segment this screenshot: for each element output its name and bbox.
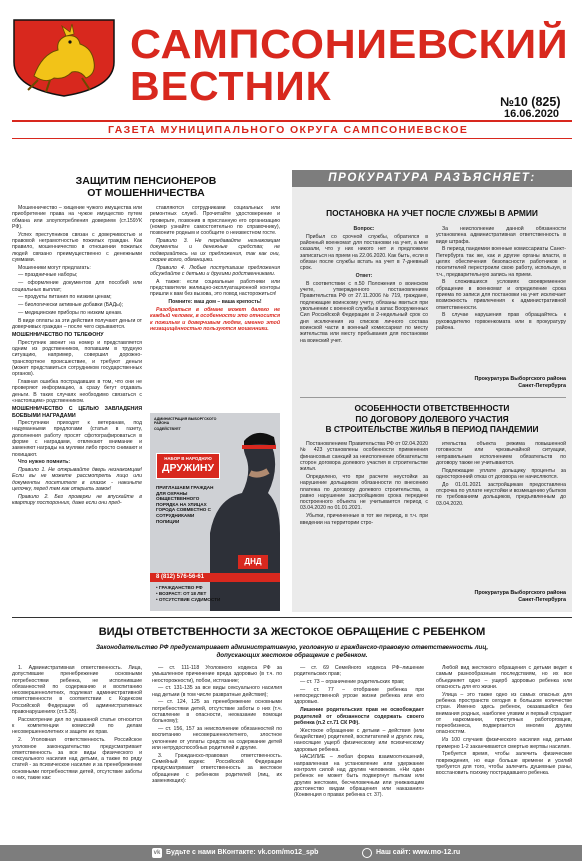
paragraph: — ст. 131-135 за все виды сексуального насилия над детьми (в том числе развратные действия); [152,685,282,698]
rule-3: Правило 3. Не передавайте незнакомцам документы и денежные средства; не подвергайтесь на их предложения, так как они, скорее всего, обманщики. [150,237,280,263]
prosecutor-art1-col2 [436,226,566,366]
closing-note: Разобраться в обмане может далеко не каждый человек, в особенности это относится к пожилым и доверчивым людям, именно этой незащищённостью пользуются мошенники. [150,306,280,332]
paragraph: — ст. 124, 125 за пренебрежение основными потребностями детей, отсутствие заботы о них (т.ч. оставление в опасности, неоказание помощи больному); [152,699,282,725]
masthead-title-line1: САМПСОНИЕВСКИЙ [130,21,569,67]
masthead-tagline: ГАЗЕТА МУНИЦИПАЛЬНОГО ОКРУГА САМПСОНИЕВСКОЕ [108,124,469,136]
article1-title [12,175,280,199]
paragraph: 3. Гражданско-правовая ответственность. Семейный кодекс Российской Федерации предусматривает ответственность за жестокое обращение с ребенком родителей (лиц, их заменяющих): [152,752,282,785]
article3-col3 [294,665,424,841]
paragraph: В виде оплаты за эти действия получают деньги от доверчивых граждан – после чего скрываются. [12,317,142,331]
druzhina-poster [150,413,280,611]
article1-title-line1: ЗАЩИТИМ ПЕНСИОНЕРОВ [75,175,217,187]
rule-1: Правило 1. Не открывайте дверь незнакомцам! Если вы не можете рассмотреть лицо или документы посетителя в глазок - накиньте цепочку, перед тем как открыть замок! [12,467,142,492]
paragraph: Мошенники могут предлагать: [18,264,91,271]
subheading-awards-fraud: МОШЕННИЧЕСТВО С ЦЕЛЬЮ ЗАВЛАДЕНИЯ БОЕВЫМИ НАГРАДАМИ [12,406,142,419]
paragraph: В случае нарушения прав обращайтесь к руководителю горвоенкомата или в прокуратуру района. [436,312,566,331]
paragraph: — ст. 69 Семейного кодекса РФ–лишение родительских прав; [294,665,424,678]
prosecutor-art2-title [292,403,572,435]
coat-of-arms-icon [10,14,118,98]
subheading-phone-fraud: МОШЕННИЧЕСТВО ПО ТЕЛЕФОНУ [12,332,104,339]
poster-recruit-big: ДРУЖИНУ [161,462,215,474]
poster-dnd-badge: ДНД [238,555,268,569]
signature-line2: Санкт-Петербурга [518,596,566,603]
lead-line1: Законодательство РФ предусматривает административную, уголовную и гражданско-правовую ответственность лиц, [95,644,489,651]
article1-title-line2: ОТ МОШЕННИЧЕСТВА [87,187,205,199]
remember-heading: Что нужно помнить: [18,459,71,466]
paragraph: Требуется время, чтобы залечить физические повреждения, но еще больше времени и усилий требуется для того, чтобы залечить душевные раны, восстановить психику пострадавшего ребенка. [436,751,572,777]
paragraph: Успех преступников связан с доверчивостью и правовой неграмотностью пожилых граждан. Как правило, мошенничество в отношении пожилых людей связано преимущественно с денежными суммами. [12,231,142,263]
poster-phone: 8 (812) 576-56-61 [150,573,280,582]
paragraph: Жестокое обращение с детьми – действия (или бездействие) родителей, воспитателей и других лиц, наносящие ущерб физическому или психическому здоровью ребенка. [294,727,424,753]
signature-line1: Прокуратура Выборгского района [474,590,566,596]
rule-2: Правило 2. Без проверки не впускайте в квартиру посторонних, даже если они пред- [12,493,142,507]
question-text: Прибыл со срочной службы, обратился в районный военкомат для постановки на учет, а мне сказали, что у них никого нет и предложили записаться на прием на 22.06.2020. Как быть, если в обязан после службы встать на учет в 7-дневный срок. [300,233,428,272]
paragraph: Определено, что при расчете неустойки за нарушение дольщиком обязанности по внесению платежа по договору долевого строительства, а равно нарушение застройщиком срока передачи построенного объекта не учитывается период с 03.04.2020 по 01.01.2021. [300,473,428,512]
prosecutor-banner: ПРОКУРАТУРА РАЗЪЯСНЯЕТ: [292,170,572,187]
paragraph: НАСИЛИЕ – любая форма взаимоотношений, направленная на установление или удержание контроля силой над другим человеком. «Ни один ребенок не может быть подвергнут пыткам или другим жестоким, бесчеловечным или унижающим достоинство видам обращения или наказания» (Конвенция о правах ребенка ст. 37). [294,754,424,799]
lead-line2: допускающих жестокое обращение с ребенком. [216,651,368,659]
paragraph-bold: Лишение родительских прав не освобождает родителей от обязанности содержать своего ребенка (п.2 ст.71 СК РФ). [294,707,424,726]
paragraph: А также: если социальные работники или представители жилищно-эксплуатационной конторы пришли к вам без вызова, это повод насторожиться! [150,278,280,298]
paragraph: Рассмотрение дел по указанной статье относится к компетенции комиссий по делам несовершеннолетних и защите их прав. [12,716,142,736]
footer-vk [166,846,318,860]
art2-title-line2: ПО ДОГОВОРУ ДОЛЕВОГО УЧАСТИЯ [355,413,509,424]
paragraph: — ст. 73 – ограничение родительских прав; [300,679,405,686]
masthead [0,0,582,118]
issue-date: 16.06.2020 [504,108,560,120]
list-item: — праздничные наборы; [18,272,78,279]
paragraph: В период пандемии военные комиссариаты Санкт-Петербурга так же, как и другие органы власти, в целях обеспечения безопасности работников и посетителей перестроили свою работу, используя, в т.ч., предварительную запись на прием. [436,246,566,278]
answer-label: Ответ: [355,273,373,280]
paragraph: Преступники приходят к ветеранам, под надуманными предлогами (статья в газету, дополнения работу просят сфотографироваться в форме с наградами, отвлекают внимание и заменяют награды на муляжи либо просто снимают и похищают. [12,420,142,458]
paragraph: 1. Административная ответственность. Лица, допустившие пренебрежение основными потребностями ребенка, не исполнившие обязанностей по содержанию и воспитанию несовершеннолетних, подлежат административной ответственности в соответствии с Кодексом Российской Федерации об административных правонарушениях (ст.5.35). [12,665,142,716]
list-item: — биологически активные добавки (БАДы); [18,302,124,309]
paragraph: Любой вид жестокого обращения с детьми ведет к самым разнообразным последствиям, но их все объединяет одно – ущерб здоровью ребенка или опасность для его жизни. [436,665,572,690]
prosecutor-art2-col2 [436,441,566,581]
poster-recruit-label: НАБОР В НАРОДНУЮ [164,456,212,461]
article3-lead [12,644,572,659]
paragraph: Главная ошибка пострадавших в том, что они не проверяют информацию, а сразу бегут отдавать деньги. В таких случаях необходимо связаться с «настоящим» родственником. [12,379,142,404]
paragraph: Из 100 случаев физического насилия над детьми примерно 1-2 заканчиваются смертью жертвы насилия. [436,737,572,750]
signature-line1: Прокуратура Выборгского района [474,376,566,382]
rule-4: Правило 4. Любые поступившие предложения обсуждайте с детьми и другими родственниками. [150,264,280,277]
tagline-rule-bottom [12,138,572,139]
paragraph: Улица – это также одно из самых опасных для ребенка пространств сегодня в большом количестве стран. Именно здесь ребенок, оказавшийся без внимания родных, наиболее уязвим и первый страдает от наркомании, преступных работорговцев, порнобизнеса, подвергается многим другим опасностям. [436,691,572,736]
paragraph: Подлежащие уплате дольщику проценты за односторонний отказ от договора не начисляются. [436,467,566,480]
poster-recruit-badge [156,453,220,479]
paragraph: ительства объекта режима повышенной готовности или чрезвычайной ситуации, неправильным исполнением обязательств по договору также не учитываются. [436,441,566,466]
paragraph: Мошенничество – хищение чужого имущества или приобретение права на чужое имущество путем обмана или злоупотребления доверием (ст.159УК РФ). [12,205,142,230]
article1-col1 [12,205,142,611]
article3-title: ВИДЫ ОТВЕТСТВЕННОСТИ ЗА ЖЕСТОКОЕ ОБРАЩЕНИЕ С РЕБЕНКОМ [98,626,486,638]
remember-slogan: Помните: ваш дом – ваша крепость! [168,299,262,306]
poster-requirement: • ВОЗРАСТ: ОТ 18 ЛЕТ [156,591,207,596]
art2-title-line3: В СТРОИТЕЛЬСТВЕ ЖИЛЬЯ В ПЕРИОД ПАНДЕМИИ [325,424,539,434]
issue-number: №10 (825) [500,95,561,109]
answer-text: В соответствии с п.50 Положения о воинском учете, утвержденного постановлением Правительства РФ от 27.11.2006 № 719, граждане, подлежащие воинскому учету, обязаны явиться при увольнении с военной службы в запас Вооруженных Сил Российской Федерации в 2-недельный срок со дня исключения из списков личного состава воинской части в военный комиссариат по месту жительства или месту пребывания для постановки на воинский учет. [300,280,428,344]
poster-top-label: АДМИНИСТРАЦИЯ ВЫБОРГСКОГО РАЙОНА [154,417,217,426]
article3-col1 [12,665,142,841]
article1-col2 [150,205,280,410]
paragraph: Постановлением Правительства РФ от 02.04.2020 № 423 установлены особенности применения финансовых санкций за неисполнение обязательств сторон договора долевого участия в строительстве жилья. [300,441,428,473]
poster-invite-text: ПРИГЛАШАЕМ ГРАЖДАН ДЛЯ ОХРАНЫ ОБЩЕСТВЕННОГО ПОРЯДКА НА УЛИЦАХ ГОРОДА СОВМЕСТНО С СОТРУДНИКАМИ ПОЛИЦИИ [156,485,214,524]
footer-vk-link[interactable]: vk.com/mo12_spb [257,849,319,856]
globe-icon [362,848,372,858]
list-item: — продукты питания по низким ценам; [18,294,112,301]
list-item: — медицинские приборы по низким ценам. [18,309,123,316]
prosecutor-art1-col1 [300,226,428,392]
article3-col4 [436,665,572,841]
prosecutor-divider [300,397,566,398]
poster-requirement: • ГРАЖДАНСТВО РФ [156,585,203,590]
masthead-title-line2: ВЕСТНИК [130,63,332,109]
footer-site [376,846,460,860]
prosecutor-art1-signature [436,376,566,389]
poster-sub-label: СОДЕЙСТВУЕТ [154,427,181,431]
signature-line2: Санкт-Петербурга [518,382,566,389]
poster-requirement: • ОТСУТСТВИЕ СУДИМОСТИ [156,597,221,602]
prosecutor-art1-title: ПОСТАНОВКА НА УЧЕТ ПОСЛЕ СЛУЖБЫ В АРМИИ [326,208,538,218]
section-rule [12,617,572,618]
paragraph: В сложившихся условиях своевременное обращение в военкомат и определение срока приема по записи для постановки на учет исключает возможность привлечения к административной ответственности. [436,279,566,311]
prosecutor-art2-col1 [300,441,428,609]
prosecutor-art2-signature [436,590,566,603]
paragraph: До 01.01.2021 застройщикам предоставлена отсрочка по уплате неустойки и возмещению убытков по требованиям дольщиков, предъявленным до 03.04.2020. [436,481,566,507]
paragraph: 2. Уголовная ответственность. Российское уголовное законодательство предусматривает ответственность за все виды физического и сексуального насилия над детьми, а также по ряду статей - за психическое насилие и за пренебрежение основными потребностями детей, отсутствие заботы о них, такие как: [12,737,142,782]
vk-icon: vk [153,850,161,856]
article3-col2 [152,665,282,841]
footer-site-label: Наш сайт: [376,849,413,856]
paragraph: — ст. 156, 157 за неисполнение обязанностей по воспитанию несовершеннолетнего, злостное уклонение от уплаты средств на содержание детей или нетрудоспособных родителей и другие. [152,726,282,752]
paragraph: ставляются сотрудниками социальных или ремонтных служб. Прочитайте удостоверение и проверьте, позвонив в присланную его организацию (номер узнайте самостоятельно по справочнику), позвоните родным и сообщите о неизвестном госте. [150,205,280,237]
paragraph: Убытки, причиненные в тот же период, в т.ч. при введении на территории стро- [300,513,428,526]
tagline-rule-top [12,120,572,122]
paragraph: Преступник звонит на номер и представляется одним из родственников, попавшим в трудную ситуацию, например, совершил дорожно-транспортное происшествие, и требуют деньги (может представиться сотрудником государственных органов). [12,339,142,378]
paragraph: — ст. 77 – отобрание ребенка при непосредственной угрозе жизни ребенка или его здоровью. [294,686,424,706]
list-item: — оформление документов для пособий или социальных выплат; [12,280,142,293]
footer-site-link[interactable]: www.mo-12.ru [412,849,461,856]
footer-vk-label: Будьте с нами ВКонтакте: [166,849,258,856]
art2-title-line1: ОСОБЕННОСТИ ОТВЕТСТВЕННОСТИ [354,403,510,413]
paragraph: — ст. 111-118 Уголовного кодекса РФ за умышленное причинение вреда здоровью (в т.ч. по неосторожности), побои, истязание; [152,665,282,684]
question-label: Вопрос: [353,226,375,232]
paragraph: За неисполнение данной обязанности установлена административная ответственность в виде штрафа. [436,226,566,245]
